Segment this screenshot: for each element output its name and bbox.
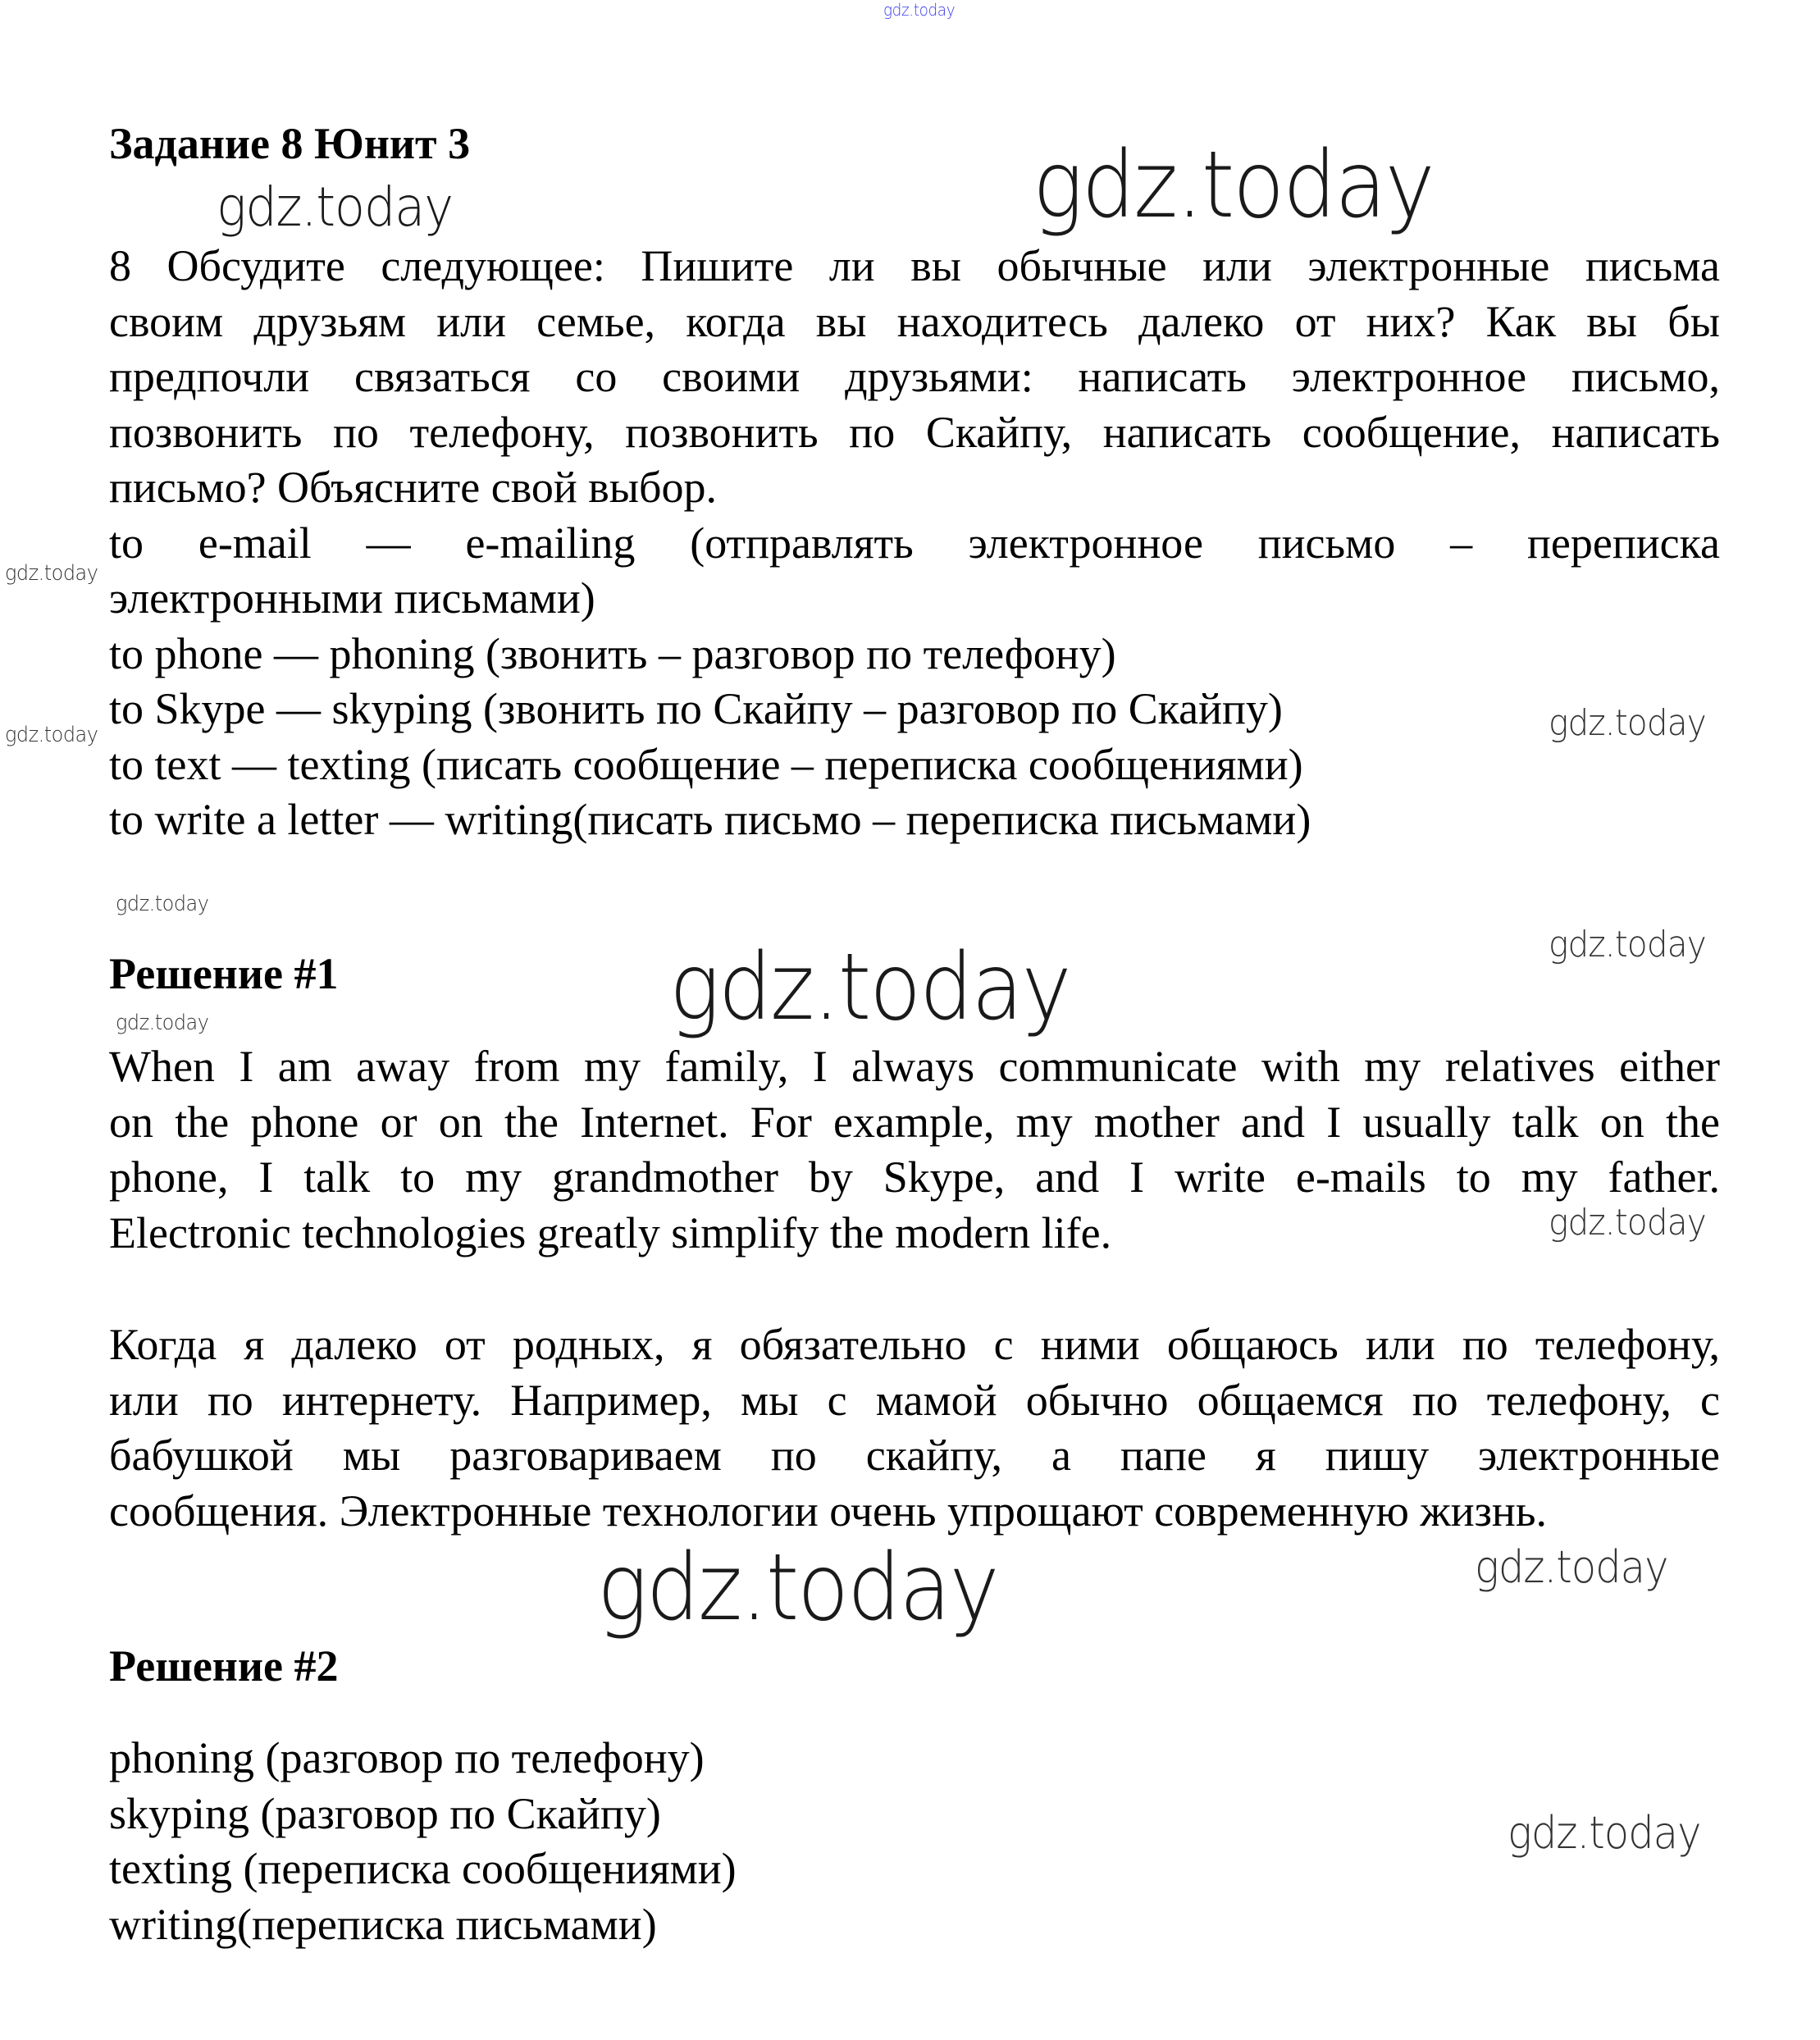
solution2-title: Решение #2 — [109, 1641, 339, 1691]
vocab-line: to e-mail — e-mailing (отправлять электронное письмо – переписка — [109, 518, 1720, 568]
vocab-line: электронными письмами) — [109, 573, 595, 623]
solution1-english — [109, 1039, 1720, 1261]
solution1-title: Решение #1 — [109, 949, 339, 998]
task-title: Задание 8 Юнит 3 — [109, 119, 471, 168]
watermark-large: gdz.today — [669, 934, 1070, 1041]
text-line: Electronic technologies greatly simplify the modern life. — [109, 1207, 1112, 1257]
list-item: writing(переписка письмами) — [109, 1899, 657, 1949]
prompt-line: 8 Обсудите следующее: Пишите ли вы обычные или электронные письма — [109, 241, 1720, 290]
watermark: gdz.today — [1475, 1541, 1668, 1593]
watermark-small: gdz.today — [5, 561, 98, 586]
prompt-line: позвонить по телефону, позвонить по Скайпу, написать сообщение, написать — [109, 407, 1720, 457]
prompt-line: предпочли связаться со своими друзьями: написать электронное письмо, — [109, 352, 1720, 401]
prompt-line: письмо? Объясните свой выбор. — [109, 463, 717, 512]
watermark: gdz.today — [217, 176, 453, 239]
watermark: gdz.today — [1549, 1202, 1706, 1244]
list-item: texting (переписка сообщениями) — [109, 1844, 737, 1893]
watermark-large: gdz.today — [1033, 132, 1434, 239]
text-line: When I am away from my family, I always communicate with my relatives either — [109, 1042, 1720, 1091]
solution2-list — [109, 1731, 1720, 1952]
vocab-line: to phone — phoning (звонить – разговор по телефону) — [109, 628, 1116, 678]
watermark: gdz.today — [1549, 924, 1706, 965]
text-line: сообщения. Электронные технологии очень упрощают современную жизнь. — [109, 1486, 1547, 1536]
watermark: gdz.today — [1549, 702, 1706, 744]
vocab-line: to text — texting (писать сообщение – переписка сообщениями) — [109, 739, 1303, 789]
text-line: Когда я далеко от родных, я обязательно с ними общаюсь или по телефону, — [109, 1320, 1720, 1369]
text-line: или по интернету. Например, мы с мамой обычно общаемся по телефону, с — [109, 1375, 1720, 1425]
watermark: gdz.today — [1508, 1807, 1701, 1859]
text-line: бабушкой мы разговариваем по скайпу, а папе я пишу электронные — [109, 1431, 1720, 1480]
watermark-small: gdz.today — [116, 892, 209, 916]
watermark-small: gdz.today — [5, 723, 98, 747]
list-item: phoning (разговор по телефону) — [109, 1733, 705, 1782]
vocab-line: to Skype — skyping (звонить по Скайпу – разговор по Скайпу) — [109, 684, 1283, 733]
prompt-line: своим друзьям или семье, когда вы находитесь далеко от них? Как вы бы — [109, 296, 1720, 346]
text-line: on the phone or on the Internet. For example, my mother and I usually talk on the — [109, 1097, 1720, 1147]
solution1-russian — [109, 1317, 1720, 1539]
text-line: phone, I talk to my grandmother by Skype, and I write e-mails to my father. — [109, 1152, 1720, 1202]
vocab-line: to write a letter — writing(писать письмо – переписка письмами) — [109, 795, 1311, 844]
watermark-large: gdz.today — [597, 1535, 998, 1641]
watermark-small: gdz.today — [116, 1011, 209, 1035]
task-prompt — [109, 239, 1720, 848]
list-item: skyping (разговор по Скайпу) — [109, 1788, 661, 1838]
watermark-top[interactable]: gdz.today — [883, 0, 956, 20]
